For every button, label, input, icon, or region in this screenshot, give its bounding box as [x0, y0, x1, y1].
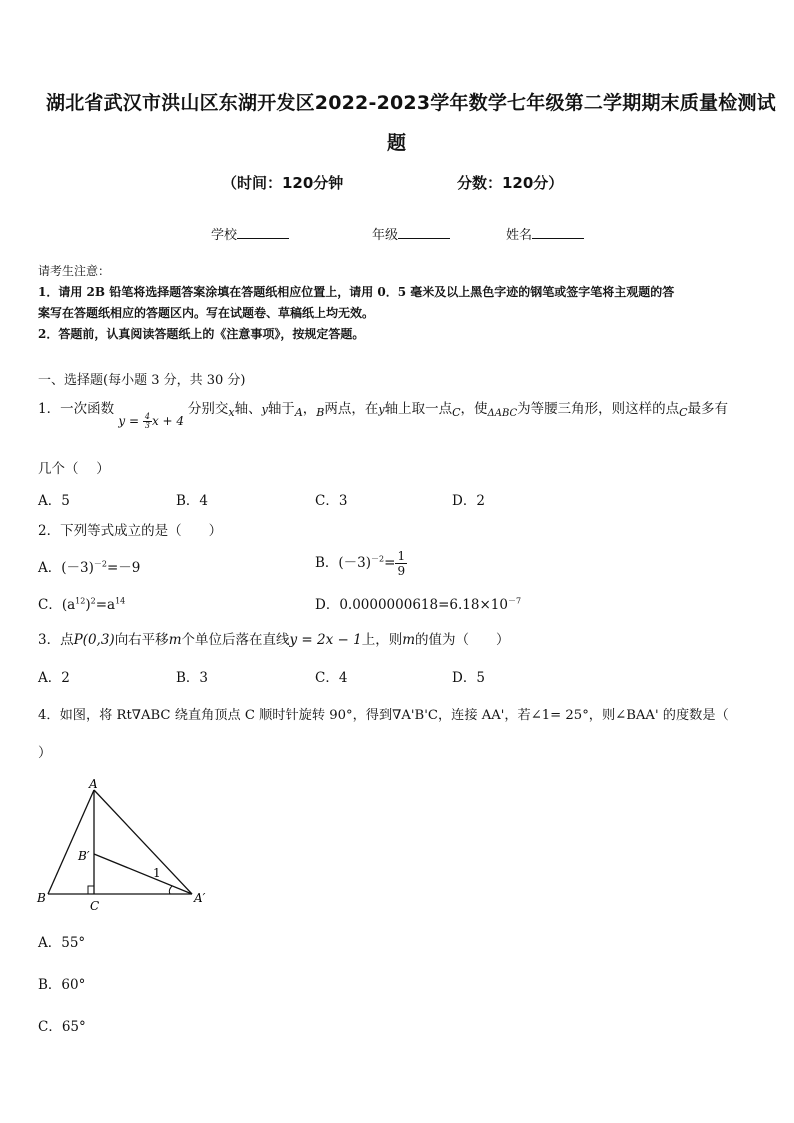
q1-text-9: 为等腰三角形，则这样的点 — [517, 401, 680, 417]
q2-c-exp2: 2 — [90, 596, 96, 606]
q1-option-d: D．2 — [452, 493, 485, 509]
q1-triangle: ΔABC — [487, 408, 518, 419]
q2-c-exp1: 12 — [75, 596, 86, 606]
label-B: B — [37, 891, 46, 905]
q2-b-den: 9 — [397, 564, 406, 578]
q1-text-8: ，使 — [460, 401, 488, 417]
question-1 — [38, 397, 729, 430]
q1-C2: C — [679, 406, 688, 419]
q3-m2: m — [402, 632, 416, 648]
label-Bprime: B′ — [78, 849, 90, 863]
q1-option-a: A．5 — [38, 493, 70, 509]
notice-heading: 请考生注意： — [38, 264, 111, 278]
notice-item-1: 1．请用 2B 铅笔将选择题答案涂填在答题纸相应位置上，请用 0．5 毫米及以上黑色字迹的钢笔或签字笔将主观题的答 — [38, 285, 675, 299]
label-Aprime: A′ — [194, 891, 206, 905]
notice-item-2: 2．答题前，认真阅读答题纸上的《注意事项》，按规定答题。 — [38, 327, 365, 341]
q3-text-4: 上，则 — [361, 632, 403, 648]
q3-option-b: B．3 — [176, 670, 209, 686]
school-field — [211, 224, 289, 243]
q1-formula-fraction — [143, 413, 152, 430]
q2-a-exp: －2 — [93, 559, 107, 569]
q3-option-c: C．4 — [315, 670, 348, 686]
grade-label: 年级 — [372, 228, 399, 243]
q2-c-rest: =a — [95, 597, 116, 613]
q1-text-3: 轴、 — [234, 401, 262, 417]
page-title: 湖北省武汉市洪山区东湖开发区2022-2023学年数学七年级第二学期期末质量检测试 — [46, 92, 776, 114]
q3-line: y = 2x − 1 — [289, 632, 362, 648]
notice-item-1-cont: 案写在答题纸相应的答题区内。写在试题卷、草稿纸上均无效。 — [38, 306, 375, 320]
q2-d-exp: －7 — [507, 596, 522, 606]
q2-b-num: 1 — [397, 549, 406, 563]
name-blank — [532, 226, 584, 239]
q3-text-5: 的值为（ ） — [415, 632, 510, 648]
segment-AB — [48, 790, 94, 894]
question-4-cont: ） — [38, 745, 52, 761]
question-3 — [38, 628, 510, 648]
q1-formula-y: y = — [118, 414, 143, 428]
segment-BprimeAprime — [94, 854, 192, 894]
q3-point: P(0,3) — [73, 632, 115, 648]
q4-option-c: C．65° — [38, 1019, 86, 1035]
q2-a-rest: =－9 — [106, 560, 141, 576]
q1-fraction-num: 4 — [144, 412, 150, 421]
q2-option-a — [38, 556, 140, 576]
q4-figure — [34, 776, 224, 916]
q1-formula-rest: x + 4 — [151, 414, 185, 428]
q4-option-b: B．60° — [38, 977, 86, 993]
grade-field — [372, 224, 450, 243]
q2-b-fraction — [395, 549, 407, 578]
exam-time: （时间：120分钟 — [222, 174, 344, 192]
question-2: 2．下列等式成立的是（ ） — [38, 523, 223, 539]
q2-c-base: C．(a — [38, 597, 76, 613]
q1-C: C — [452, 406, 461, 419]
q1-x: x — [228, 406, 235, 419]
q4-option-a: A．55° — [38, 935, 86, 951]
school-blank — [237, 226, 289, 239]
q3-text-2: 向右平移 — [114, 632, 169, 648]
q1-text-10: 最多有 — [687, 401, 729, 417]
right-angle-mark — [88, 886, 94, 894]
q2-option-c — [38, 593, 125, 613]
q2-b-base: B．(－3) — [315, 555, 372, 571]
q1-B: B — [316, 406, 325, 419]
q1-text-5: ， — [302, 401, 317, 417]
q2-option-b — [315, 549, 407, 578]
q1-fraction-den: 3 — [144, 421, 150, 430]
q2-b-eq: = — [384, 555, 396, 571]
q2-d-base: D．0.0000000618=6.18×10 — [315, 597, 508, 613]
q1-formula — [118, 414, 187, 428]
q1-text-4: 轴于 — [267, 401, 295, 417]
q1-y: y — [261, 403, 268, 416]
segment-AAprime — [94, 790, 192, 894]
label-A: A — [89, 777, 98, 791]
q1-y2: y — [378, 403, 385, 416]
grade-blank — [398, 226, 450, 239]
q3-m: m — [168, 632, 182, 648]
q3-text-1: 3．点 — [38, 632, 74, 648]
q3-text-3: 个单位后落在直线 — [181, 632, 290, 648]
q1-text-7: 轴上取一点 — [384, 401, 453, 417]
label-C: C — [90, 899, 100, 913]
page-title-continued: 题 — [387, 132, 407, 154]
q3-option-a: A．2 — [38, 670, 70, 686]
q1-option-c: C．3 — [315, 493, 348, 509]
q1-A: A — [294, 406, 303, 419]
q2-c-mid: ) — [85, 597, 91, 613]
school-label: 学校 — [211, 228, 238, 243]
notice-block — [38, 261, 674, 345]
q2-c-exp3: 14 — [115, 596, 126, 606]
exam-score: 分数：120分） — [457, 174, 564, 192]
angle-1-arc — [169, 886, 172, 894]
question-1-cont: 几个（ ） — [38, 461, 110, 477]
q1-text-2: 分别交 — [187, 401, 229, 417]
q2-option-d — [315, 593, 521, 613]
q1-text-1: 1．一次函数 — [38, 401, 115, 417]
q2-b-exp: －2 — [371, 554, 385, 564]
label-angle-1: 1 — [153, 866, 161, 880]
question-4: 4．如图，将 Rt∇ABC 绕直角顶点 C 顺时针旋转 90°，得到∇A'B'C，连接 AA'，若∠1= 25°，则∠BAA' 的度数是（ — [38, 708, 729, 723]
q1-option-b: B．4 — [176, 493, 209, 509]
q3-option-d: D．5 — [452, 670, 485, 686]
section-heading: 一、选择题(每小题 3 分，共 30 分) — [38, 373, 246, 388]
name-field — [506, 224, 584, 243]
q2-a-base: A．(－3) — [38, 560, 94, 576]
name-label: 姓名 — [506, 228, 533, 243]
q1-text-6: 两点，在 — [324, 401, 379, 417]
